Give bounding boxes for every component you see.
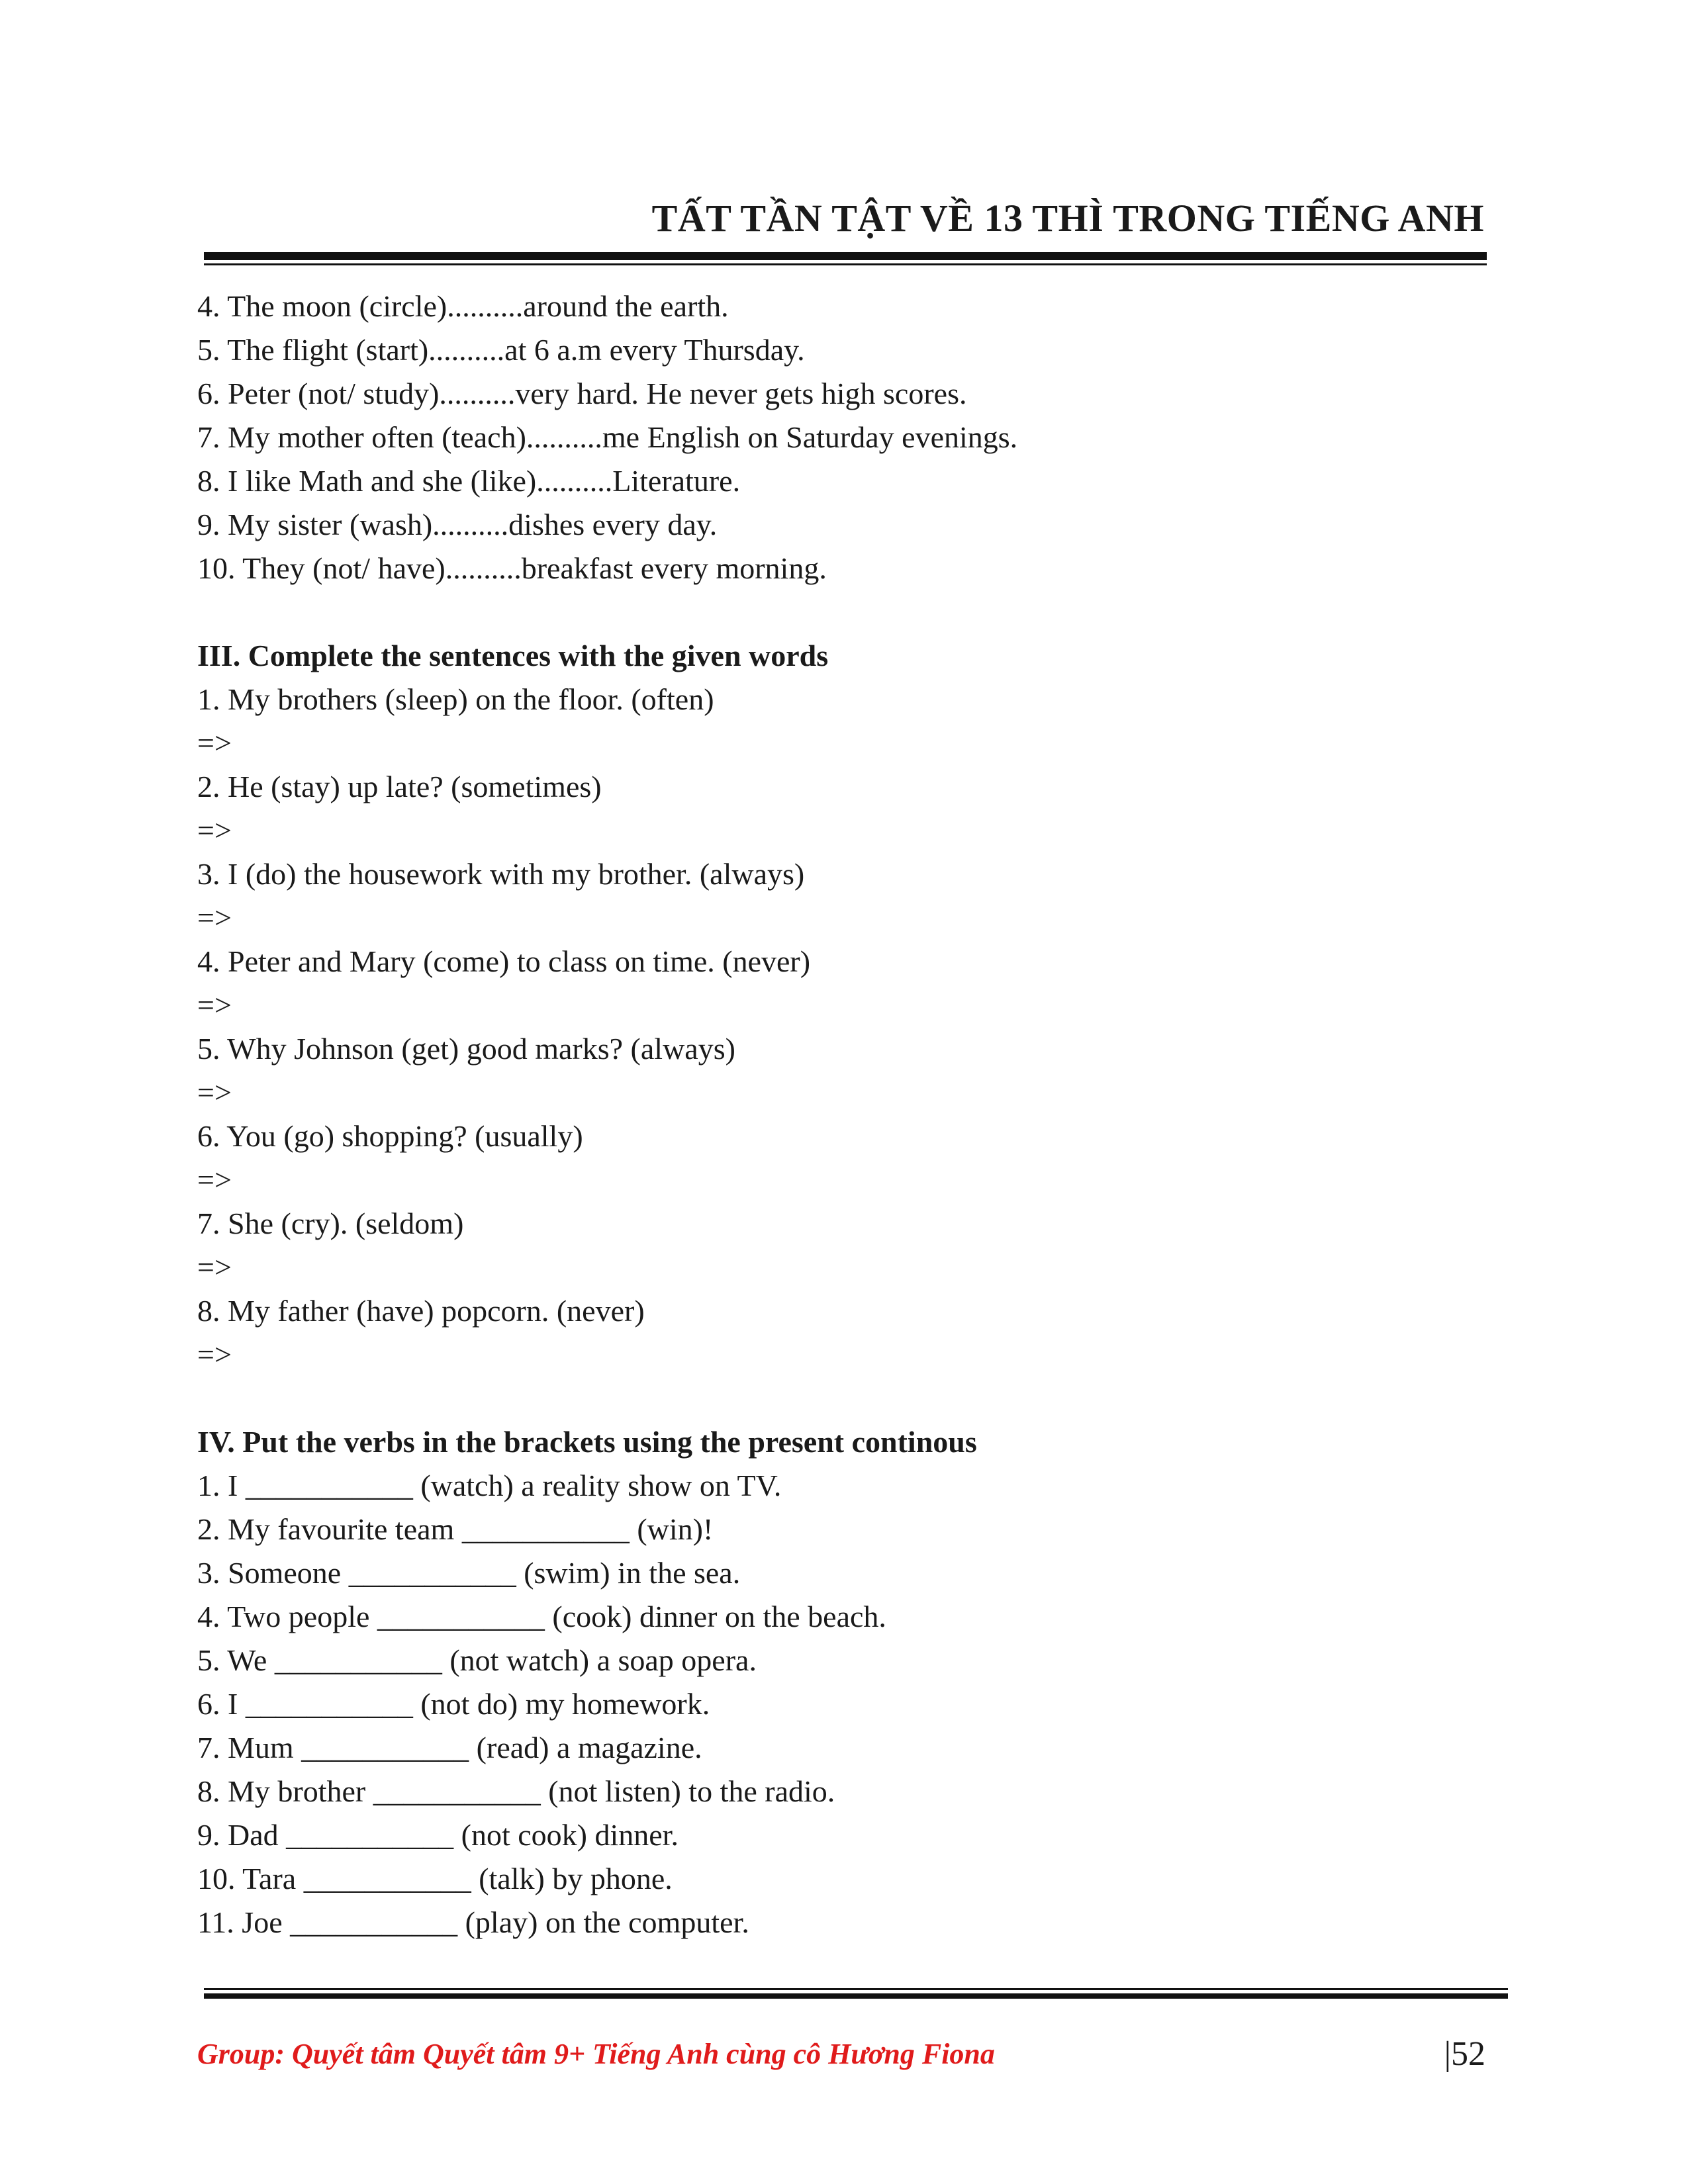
exercise-item: 10. They (not/ have)..........breakfast every morning.: [197, 551, 827, 585]
exercise-item: 4. Two people ___________ (cook) dinner on the beach.: [197, 1600, 886, 1633]
header-divider-thin: [204, 263, 1487, 265]
exercise-item: 3. I (do) the housework with my brother. (always): [197, 857, 805, 891]
exercise-item: 8. I like Math and she (like)..........Literature.: [197, 464, 741, 498]
exercise-item: 5. Why Johnson (get) good marks? (always): [197, 1032, 735, 1066]
exercise-item: 9. Dad ___________ (not cook) dinner.: [197, 1818, 679, 1852]
exercise-item: 3. Someone ___________ (swim) in the sea.: [197, 1556, 741, 1590]
exercise-item: 10. Tara ___________ (talk) by phone.: [197, 1862, 673, 1895]
answer-prompt: =>: [197, 1075, 232, 1109]
answer-prompt: =>: [197, 1163, 232, 1197]
answer-prompt: =>: [197, 901, 232, 934]
page-header-title: TẤT TẦN TẬT VỀ 13 THÌ TRONG TIẾNG ANH: [651, 197, 1484, 240]
worksheet-content: [197, 285, 1488, 1944]
exercise-item: 9. My sister (wash)..........dishes every day.: [197, 508, 718, 541]
exercise-item: 8. My father (have) popcorn. (never): [197, 1294, 645, 1328]
exercise-item: 4. Peter and Mary (come) to class on time. (never): [197, 944, 811, 978]
page-number: |52: [1444, 2035, 1485, 2073]
spacer: [197, 1377, 1488, 1420]
exercise-item: 6. Peter (not/ study)..........very hard. He never gets high scores.: [197, 377, 967, 410]
spacer: [197, 590, 1488, 634]
answer-prompt: =>: [197, 813, 232, 847]
exercise-item: 5. The flight (start)..........at 6 a.m every Thursday.: [197, 333, 805, 367]
exercise-item: 6. You (go) shopping? (usually): [197, 1119, 583, 1153]
header-divider: [204, 252, 1487, 260]
exercise-item: 8. My brother ___________ (not listen) to the radio.: [197, 1774, 835, 1808]
footer-group-label: Group: Quyết tâm Quyết tâm 9+ Tiếng Anh cùng cô Hương Fiona: [197, 2038, 995, 2070]
answer-prompt: =>: [197, 1250, 232, 1284]
footer-divider: [204, 1993, 1508, 1999]
exercise-item: 7. My mother often (teach)..........me English on Saturday evenings.: [197, 420, 1018, 454]
answer-prompt: =>: [197, 726, 232, 760]
exercise-item: 11. Joe ___________ (play) on the computer.: [197, 1905, 749, 1939]
exercise-item: 1. I ___________ (watch) a reality show on TV.: [197, 1469, 782, 1502]
exercise-item: 2. My favourite team ___________ (win)!: [197, 1512, 714, 1546]
footer-divider-thin: [204, 1988, 1508, 1990]
answer-prompt: =>: [197, 1338, 232, 1371]
exercise-item: 1. My brothers (sleep) on the floor. (often): [197, 682, 714, 716]
answer-prompt: =>: [197, 988, 232, 1022]
exercise-item: 2. He (stay) up late? (sometimes): [197, 770, 602, 803]
section-4-title: IV. Put the verbs in the brackets using the present continous: [197, 1425, 977, 1459]
exercise-item: 7. Mum ___________ (read) a magazine.: [197, 1731, 702, 1764]
exercise-item: 4. The moon (circle)..........around the earth.: [197, 289, 729, 323]
exercise-item: 6. I ___________ (not do) my homework.: [197, 1687, 710, 1721]
exercise-item: 7. She (cry). (seldom): [197, 1206, 464, 1240]
section-3-title: III. Complete the sentences with the given words: [197, 639, 829, 672]
exercise-item: 5. We ___________ (not watch) a soap opera.: [197, 1643, 757, 1677]
